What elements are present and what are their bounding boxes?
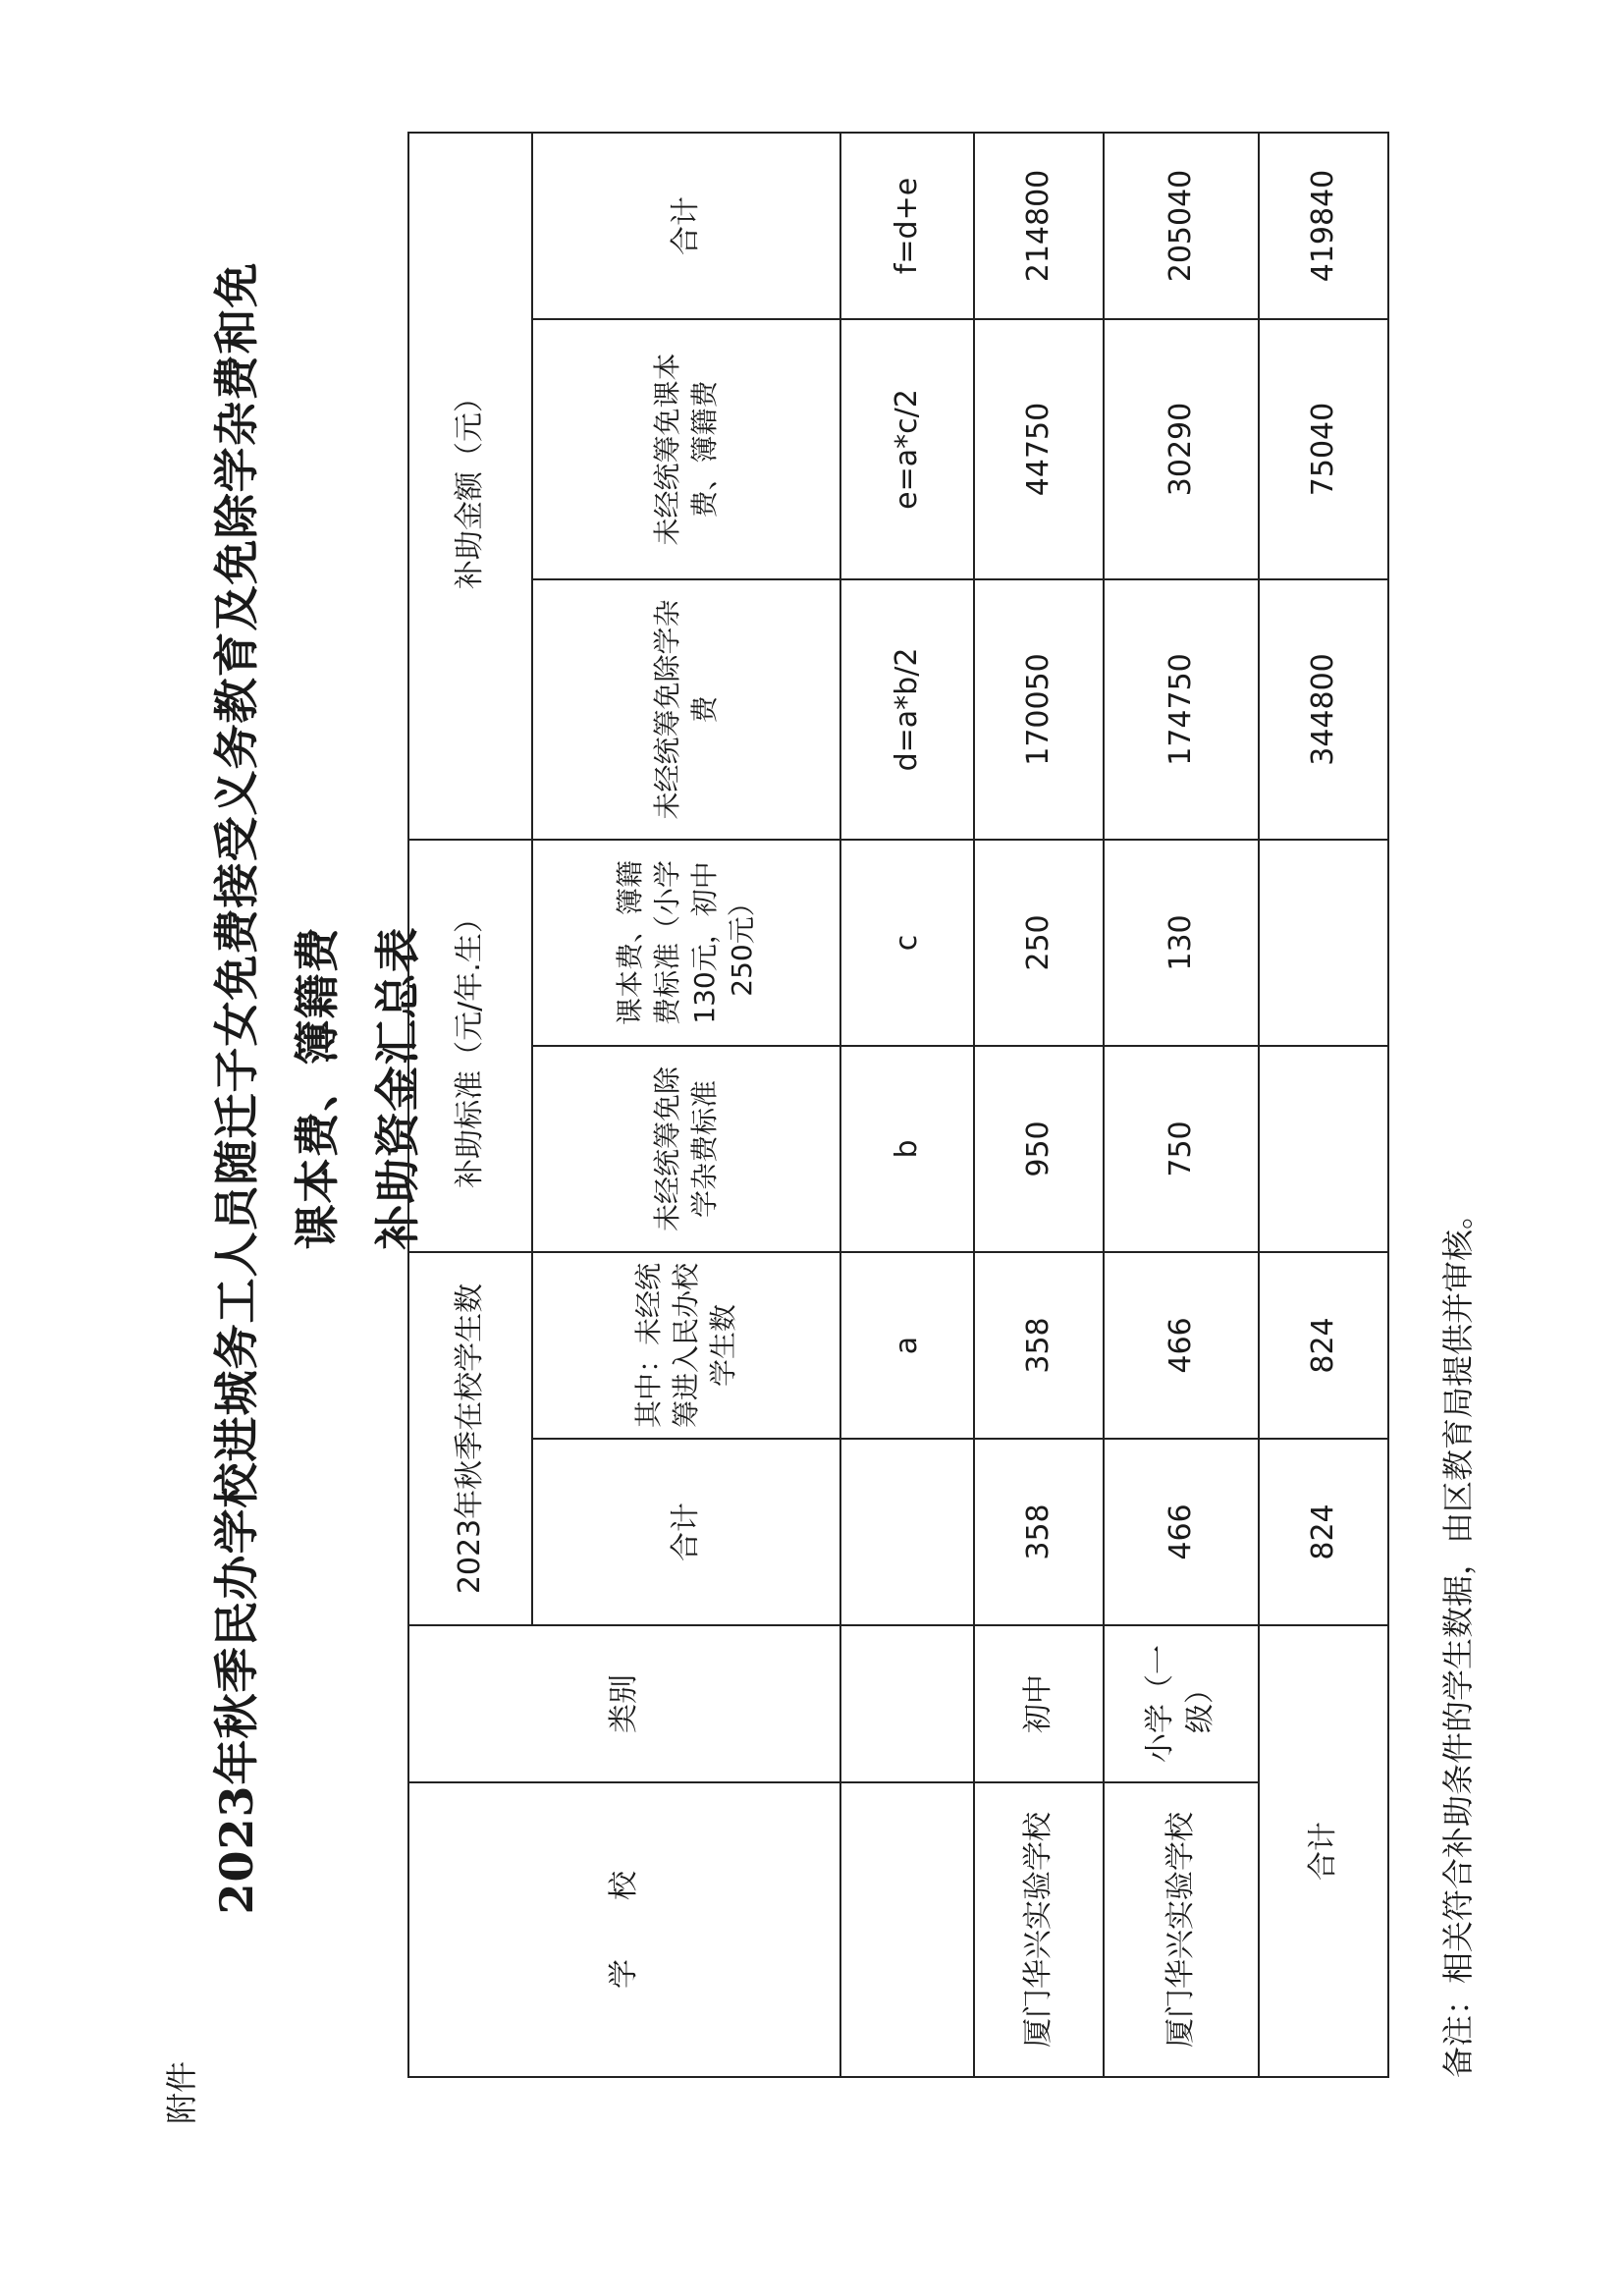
header-amount-books: 未经统筹免课本费、簿籍费 bbox=[532, 319, 840, 579]
category-cell: 小学（一级） bbox=[1104, 1625, 1258, 1782]
total-amount-tuition: 344800 bbox=[1259, 579, 1388, 840]
formula-students-sub: a bbox=[840, 1252, 974, 1439]
formula-empty-category bbox=[840, 1625, 974, 1782]
header-amount-group: 补助金额（元） bbox=[408, 133, 532, 840]
amount-tuition-cell: 174750 bbox=[1104, 579, 1258, 840]
total-students-total: 824 bbox=[1259, 1439, 1388, 1625]
header-standard-group: 补助标准（元/年.生） bbox=[408, 840, 532, 1252]
total-row bbox=[1259, 133, 1388, 2077]
formula-amount-total: f=d+e bbox=[840, 133, 974, 319]
header-students-sub: 其中：未经统筹进入民办校学生数 bbox=[532, 1252, 840, 1439]
header-amount-total: 合计 bbox=[532, 133, 840, 319]
total-label: 合计 bbox=[1259, 1625, 1388, 2077]
header-standard-books: 课本费、簿籍费标准（小学130元，初中250元） bbox=[532, 840, 840, 1046]
header-amount-tuition: 未经统筹免除学杂费 bbox=[532, 579, 840, 840]
students-total-cell: 466 bbox=[1104, 1439, 1258, 1625]
amount-books-cell: 30290 bbox=[1104, 319, 1258, 579]
total-standard-tuition bbox=[1259, 1046, 1388, 1252]
table-row bbox=[974, 133, 1104, 2077]
total-amount-books: 75040 bbox=[1259, 319, 1388, 579]
standard-tuition-cell: 950 bbox=[974, 1046, 1104, 1252]
attachment-label: 附件 bbox=[163, 2060, 200, 2124]
footnote: 备注：相关符合补助条件的学生数据，由区教育局提供并审核。 bbox=[1439, 1197, 1477, 2078]
school-cell: 厦门华兴实验学校 bbox=[974, 1782, 1104, 2077]
subsidy-summary-table bbox=[407, 132, 1389, 2078]
total-amount-total: 419840 bbox=[1259, 133, 1388, 319]
students-total-cell: 358 bbox=[974, 1439, 1104, 1625]
document-title bbox=[196, 253, 438, 1923]
formula-students-total bbox=[840, 1439, 974, 1625]
formula-standard-tuition: b bbox=[840, 1046, 974, 1252]
school-cell: 厦门华兴实验学校 bbox=[1104, 1782, 1258, 2077]
formula-amount-tuition: d=a*b/2 bbox=[840, 579, 974, 840]
title-line-1: 2023年秋季民办学校进城务工人员随迁子女免费接受义务教育及免除学杂费和免课本费、簿籍费 bbox=[210, 261, 344, 1915]
standard-books-cell: 130 bbox=[1104, 840, 1258, 1046]
total-students-sub: 824 bbox=[1259, 1252, 1388, 1439]
amount-total-cell: 214800 bbox=[974, 133, 1104, 319]
amount-total-cell: 205040 bbox=[1104, 133, 1258, 319]
formula-row bbox=[840, 133, 974, 2077]
header-standard-tuition: 未经统筹免除学杂费标准 bbox=[532, 1046, 840, 1252]
amount-books-cell: 44750 bbox=[974, 319, 1104, 579]
header-students-group: 2023年秋季在校学生数 bbox=[408, 1252, 532, 1625]
formula-amount-books: e=a*c/2 bbox=[840, 319, 974, 579]
header-category: 类别 bbox=[408, 1625, 840, 1782]
header-students-total: 合计 bbox=[532, 1439, 840, 1625]
standard-books-cell: 250 bbox=[974, 840, 1104, 1046]
standard-tuition-cell: 750 bbox=[1104, 1046, 1258, 1252]
category-cell: 初中 bbox=[974, 1625, 1104, 1782]
formula-standard-books: c bbox=[840, 840, 974, 1046]
amount-tuition-cell: 170050 bbox=[974, 579, 1104, 840]
students-sub-cell: 358 bbox=[974, 1252, 1104, 1439]
table-row bbox=[1104, 133, 1258, 2077]
header-row-1 bbox=[408, 133, 532, 2077]
header-school: 学 校 bbox=[408, 1782, 840, 2077]
students-sub-cell: 466 bbox=[1104, 1252, 1258, 1439]
total-standard-books bbox=[1259, 840, 1388, 1046]
formula-empty-school bbox=[840, 1782, 974, 2077]
title-line-2: 补助资金汇总表 bbox=[371, 926, 424, 1250]
